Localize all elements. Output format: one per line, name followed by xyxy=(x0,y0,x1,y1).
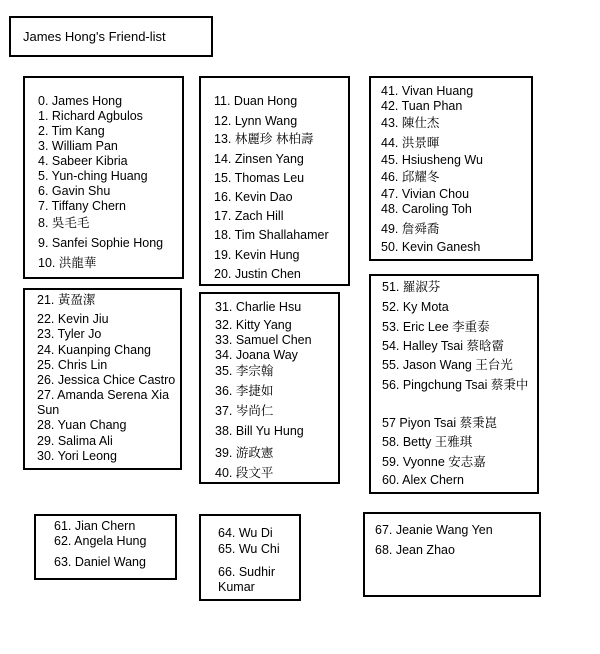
friend-entry: 22. Kevin Jiu xyxy=(37,312,109,326)
friend-entry: 3. William Pan xyxy=(38,139,118,153)
friend-entry: 49. 詹舜喬 xyxy=(381,222,440,236)
friend-entry: 23. Tyler Jo xyxy=(37,327,102,341)
friend-entry: 20. Justin Chen xyxy=(214,267,301,281)
friend-entry: 40. 段文平 xyxy=(215,466,274,480)
friend-entry: 1. Richard Agbulos xyxy=(38,109,143,123)
friend-group-box xyxy=(34,514,177,580)
friend-group-box xyxy=(369,274,539,494)
friend-group-box xyxy=(199,292,340,484)
friend-entry: 9. Sanfei Sophie Hong xyxy=(38,236,164,250)
friend-entry: 47. Vivian Chou xyxy=(381,187,470,201)
friend-entry: 36. 李捷如 xyxy=(215,384,274,398)
friend-group-box xyxy=(363,512,541,597)
friend-entry: 37. 岑尚仁 xyxy=(215,404,274,418)
friend-group-box xyxy=(369,76,533,261)
friend-entry: 21. 黃盈潔 xyxy=(37,293,96,307)
friend-entry: 33. Samuel Chen xyxy=(215,333,312,347)
friend-entry: 34. Joana Way xyxy=(215,348,298,362)
friend-entry: 7. Tiffany Chern xyxy=(38,199,127,213)
friend-entry: 41. Vivan Huang xyxy=(381,84,474,98)
friend-entry: 19. Kevin Hung xyxy=(214,248,300,262)
friend-entry: 50. Kevin Ganesh xyxy=(381,240,481,254)
friend-entry: 52. Ky Mota xyxy=(382,300,449,314)
friend-entry: 43. 陳仕杰 xyxy=(381,116,440,130)
friend-entry: 6. Gavin Shu xyxy=(38,184,111,198)
friend-entry: 55. Jason Wang 王台光 xyxy=(382,358,513,372)
friend-entry: 30. Yori Leong xyxy=(37,449,117,463)
friend-entry: 53. Eric Lee 李重泰 xyxy=(382,320,490,334)
title-box xyxy=(9,16,213,57)
friend-entry: 13. 林麗珍 林柏壽 xyxy=(214,132,314,146)
friend-entry: 28. Yuan Chang xyxy=(37,418,127,432)
friend-entry: 0. James Hong xyxy=(38,94,123,108)
friend-entry: 62. Angela Hung xyxy=(54,534,147,548)
friend-entry: 32. Kitty Yang xyxy=(215,318,292,332)
friend-entry: 8. 吳毛毛 xyxy=(38,216,90,230)
friend-entry: 67. Jeanie Wang Yen xyxy=(375,523,493,537)
friend-entry: 16. Kevin Dao xyxy=(214,190,293,204)
friend-entry: 29. Salima Ali xyxy=(37,434,113,448)
friend-entry: 12. Lynn Wang xyxy=(214,114,298,128)
friend-entry: 26. Jessica Chice Castro xyxy=(37,373,176,387)
friend-entry: 54. Halley Tsai 蔡晗霤 xyxy=(382,339,505,353)
friend-entry: 14. Zinsen Yang xyxy=(214,152,304,166)
friend-entry: 18. Tim Shallahamer xyxy=(214,228,329,242)
friend-entry: 11. Duan Hong xyxy=(214,94,298,108)
friend-entry: 51. 羅淑芬 xyxy=(382,280,441,294)
friend-entry: 31. Charlie Hsu xyxy=(215,300,302,314)
friend-entry: 5. Yun-ching Huang xyxy=(38,169,148,183)
friend-entry: 27. Amanda Serena Xia Sun xyxy=(37,388,170,417)
friend-group-box xyxy=(23,288,182,470)
friend-group-box xyxy=(23,76,184,279)
friend-entry: 59. Vyonne 安志嘉 xyxy=(382,455,486,469)
friend-entry: 68. Jean Zhao xyxy=(375,543,455,557)
friend-group-box xyxy=(199,76,350,286)
friend-entry: 56. Pingchung Tsai 蔡秉中 xyxy=(382,378,529,392)
friend-entry: 58. Betty 王雅琪 xyxy=(382,435,473,449)
friend-entry: 45. Hsiusheng Wu xyxy=(381,153,483,167)
friend-entry: 61. Jian Chern xyxy=(54,519,136,533)
friend-entry: 60. Alex Chern xyxy=(382,473,464,487)
friend-entry: 38. Bill Yu Hung xyxy=(215,424,304,438)
page-title: James Hong's Friend-list xyxy=(23,29,166,44)
friend-entry: 65. Wu Chi xyxy=(218,542,280,556)
friend-entry: 66. Sudhir Kumar xyxy=(218,565,275,594)
friend-entry: 4. Sabeer Kibria xyxy=(38,154,128,168)
friend-entry: 57 Piyon Tsai 蔡秉崑 xyxy=(382,416,498,430)
friend-entry: 44. 洪景暉 xyxy=(381,136,440,150)
friend-group-box xyxy=(199,514,301,601)
friend-entry: 46. 邱耀冬 xyxy=(381,170,440,184)
friend-entry: 17. Zach Hill xyxy=(214,209,284,223)
friend-entry: 10. 洪龍華 xyxy=(38,256,97,270)
friend-entry: 25. Chris Lin xyxy=(37,358,108,372)
friend-entry: 2. Tim Kang xyxy=(38,124,105,138)
friend-entry: 64. Wu Di xyxy=(218,526,273,540)
friend-entry: 63. Daniel Wang xyxy=(54,555,146,569)
friend-entry: 35. 李宗翰 xyxy=(215,364,274,378)
friend-entry: 39. 游政憲 xyxy=(215,446,274,460)
friend-entry: 48. Caroling Toh xyxy=(381,202,472,216)
friend-entry: 42. Tuan Phan xyxy=(381,99,463,113)
friend-entry: 15. Thomas Leu xyxy=(214,171,305,185)
friend-entry: 24. Kuanping Chang xyxy=(37,343,151,357)
